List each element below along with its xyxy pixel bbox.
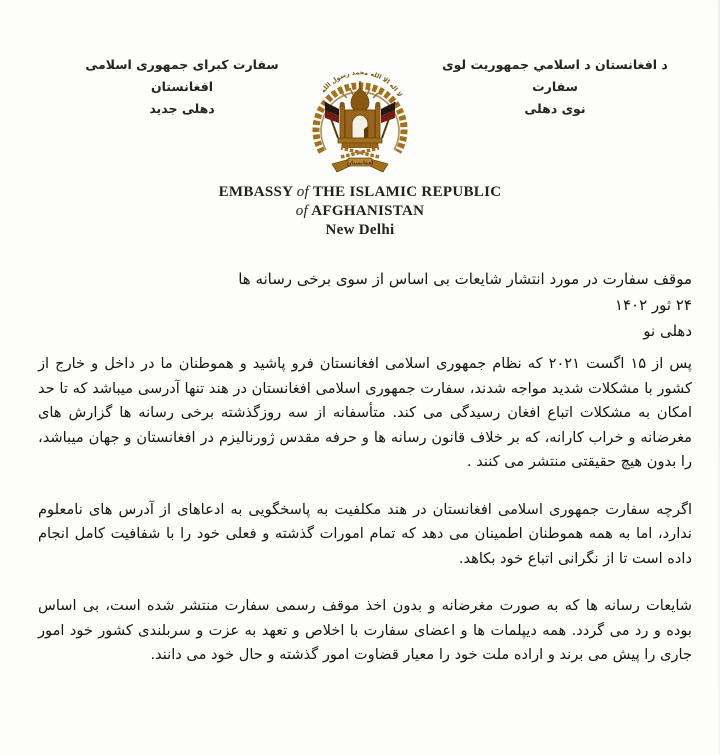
republic-words: THE ISLAMIC REPUBLIC	[312, 184, 502, 200]
subject-block	[38, 266, 692, 344]
embassy-name-line1	[0, 183, 720, 202]
letterhead-dari-line2: دهلی جدید	[149, 100, 215, 116]
body-paragraph-1: پس از ۱۵ اگست ۲۰۲۱ که نظام جمهوری اسلامی افغانستان فرو پاشید و هموطنان ما در داخل و خارج از کشور با مشکلات شدید مواجه شدند، سفارت جمهوری اسلامی افغانستان در هند تنها آدرسی میباشد که تا حد امکان به مشکلات اتباع افغان رسیدگی می کند. متأسفانه از سه روزگذشته برخی رسانه ها گزارش های مغرضانه و خراب کارانه، که بر خلاف قانون رسانه ها و حرفه مقدس ژورنالیزم در افغانستان و جهان میباشد، را بدون هیچ حقیقتی منتشر می کنند .	[38, 355, 692, 470]
embassy-word: EMBASSY	[218, 184, 293, 200]
embassy-name-english	[0, 183, 720, 240]
letterhead-pashto-line1: د افغانستان د اسلامي جمهوریت لوی سفارت	[442, 57, 668, 94]
body-paragraph-3: شایعات رسانه ها که به صورت مغرضانه و بدون اخذ موقف رسمی سفارت منتشر شده است، بی اساس بوده و رد می گردد. همه دیپلمات ها و اعضای سفارت با اخلاص و تعهد به عزت و سربلندی کشور خود امور جاری را پیش می برند و اراده ملت خود را معیار قضاوت امور گذشته و حال خود می دانند.	[38, 597, 692, 663]
letterhead-dari	[56, 54, 308, 120]
of-word-2: of	[295, 203, 308, 219]
subject-title: موقف سفارت در مورد انتشار شایعات بی اساس از سوی برخی رسانه ها	[238, 270, 692, 288]
svg-text:افغانستان: افغانستان	[346, 160, 374, 167]
letter-city: دهلی نو	[643, 322, 692, 340]
of-word-1: of	[296, 184, 310, 200]
letter-body	[38, 352, 692, 691]
letter-date: ۲۴ ثور ۱۴۰۲	[614, 296, 692, 314]
embassy-name-line2	[0, 202, 720, 221]
afghanistan-word: AFGHANISTAN	[311, 203, 425, 219]
letterhead-dari-line1: سفارت کبرای جمهوری اسلامی افغانستان	[85, 57, 279, 94]
svg-text:لا اله الا الله محمد رسول الله: لا اله الا الله محمد رسول الله	[319, 69, 403, 99]
body-paragraph-2: اگرچه سفارت جمهوری اسلامی افغانستان در هند مکلفیت به پاسخگویی به ادعاهای از آدرس های نامعلوم ندارد، اما به همه هموطنان اطمینان می دهد که تمام امورات گذشته و فعلی خود را با شفافیت کامل انجام داده است تا از نگرانی اتباع خود بکاهد.	[38, 500, 692, 567]
embassy-name-line3	[0, 221, 720, 240]
letterhead-pashto-line2: نوی دهلی	[524, 100, 586, 116]
new-delhi-word: New Delhi	[325, 222, 395, 238]
letterhead-pashto	[424, 54, 686, 120]
afghanistan-emblem-icon	[294, 60, 426, 176]
